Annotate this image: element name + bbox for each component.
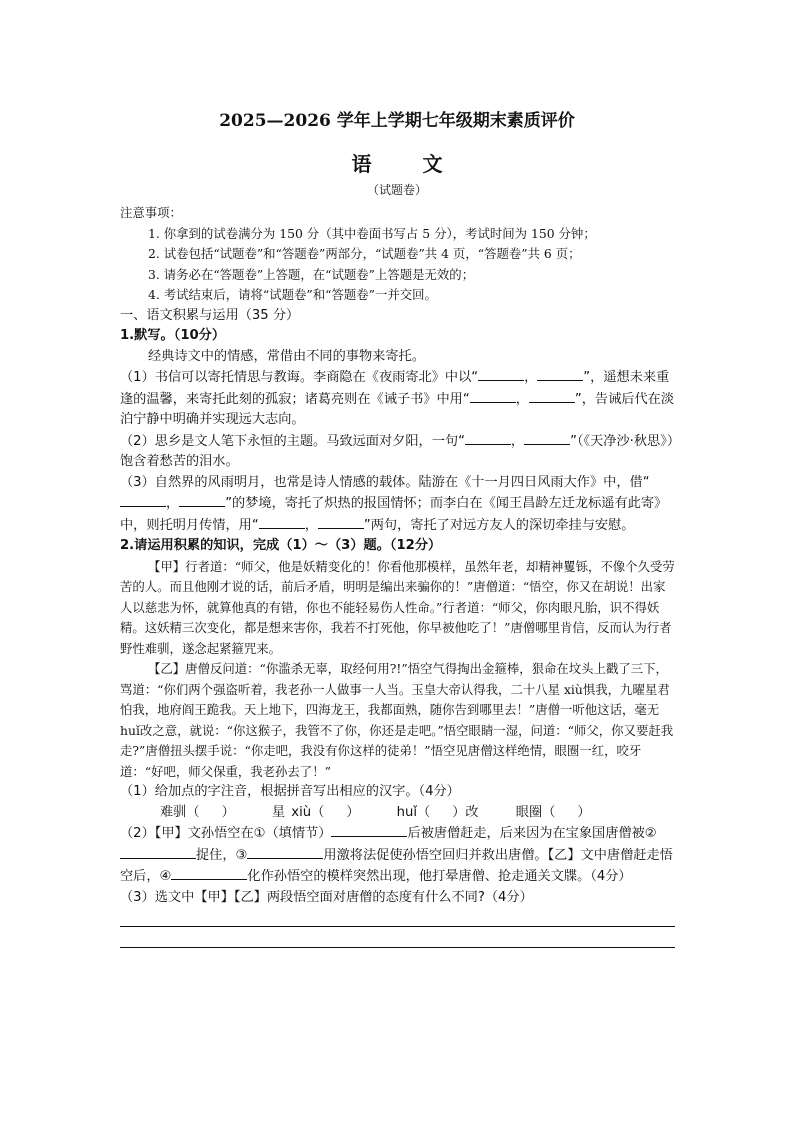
answer-blank[interactable]	[524, 431, 570, 445]
answer-blank[interactable]	[465, 431, 511, 445]
question-1-title: 1.默写。（10分）	[120, 328, 226, 343]
passage-yi: 【乙】唐僧反问道：“你滥杀无辜，取经何用?!”悟空气得掏出金箍棒，狠命在坟头上戳了三下，骂道：“你们两个强盗听着，我老孙一人做事一人当。玉皇大帝认得我，二十八星 xiù惧我，九曜星君怕我，地府阎王跪我。天上地下，四海龙王，我都面熟，随你告到哪里去！”唐僧一听他这话，毫无 huǐ改之意，就说：“你这猴子，我管不了你，你还是走吧。”悟空眼睛一湿，问道：“师父，你又要赶我走?”唐僧扭头摆手说：“你走吧，我没有你这样的徒弟！”悟空见唐僧这样绝情，眼圈一红，咬牙道：“好吧，师父保重，我老孙去了！”	[120, 661, 674, 779]
answer-blank[interactable]	[537, 367, 583, 381]
note-item-1: 1. 你拿到的试卷满分为 150 分（其中卷面书写占 5 分），考试时间为 150 分钟；	[148, 225, 596, 241]
section-heading: 一、语文积累与运用（35 分）	[120, 307, 300, 323]
note-item-2: 2. 试卷包括“试题卷”和“答题卷”两部分，“试题卷”共 4 页，“答题卷”共 6 页；	[148, 246, 581, 261]
pinyin-row: 难驯（ ） 星 xiù（ ） huǐ（ ）改 眼圈（ ）	[160, 804, 591, 820]
question-2-sub-3: （3）选文中【甲】【乙】两段悟空面对唐僧的态度有什么不同?（4分）	[120, 889, 533, 905]
answer-blank[interactable]	[247, 845, 323, 859]
answer-blank[interactable]	[529, 389, 575, 403]
notes-heading: 注意事项：	[120, 205, 182, 220]
note-item-3: 3. 请务必在“答题卷”上答题，在“试题卷”上答题是无效的；	[148, 266, 475, 282]
answer-blank[interactable]	[120, 493, 166, 507]
answer-blank[interactable]	[171, 866, 247, 880]
note-item-4: 4. 考试结束后，请将“试题卷”和“答题卷”一并交回。	[148, 287, 437, 302]
answer-blank[interactable]	[318, 515, 364, 529]
answer-blank[interactable]	[331, 823, 407, 837]
question-1-part-2: （2）思乡是文人笔下永恒的主题。马致远面对夕阳，一句“ ， ”（《天净沙·秋思》）饱含着愁苦的泪水。	[120, 431, 675, 473]
paper-type-label: （试题卷）	[366, 183, 427, 197]
question-1-part-1: （1）书信可以寄托情思与教诲。李商隐在《夜雨寄北》中以“ ， ”，遥想未来重逢的温馨，来寄托此刻的孤寂；诸葛亮则在《诫子书》中用“ ， ”，告诫后代在淡泊宁静中明确并实现远大志向。	[120, 367, 675, 431]
question-2-title: 2.请运用积累的知识，完成（1）～（3）题。（12分）	[120, 538, 442, 553]
exam-content	[120, 203, 675, 948]
answer-blank[interactable]	[179, 493, 225, 507]
answer-blank[interactable]	[478, 367, 524, 381]
question-1-intro: 经典诗文中的情感，常借由不同的事物来寄托。	[148, 348, 425, 364]
passage-jia: 【甲】行者道：“师父，他是妖精变化的！你看他那模样，虽然年老，却精神矍铄，不像个久受劳苦的人。而且他刚才说的话，前后矛盾，明明是编出来骗你的！”唐僧道：“悟空，你又在胡说！出家人以慈悲为怀，就算他真的有错，你也不能轻易伤人性命。”行者道：“师父，你肉眼凡胎，识不得妖精。这妖精三次变化，都是想来害你，我若不打死他，你早被他吃了！”唐僧哪里肯信，反而认为行者野性难驯，遂念起紧箍咒来。	[120, 558, 675, 656]
answer-line[interactable]	[120, 947, 675, 948]
subject-title: 语 文	[351, 152, 465, 176]
question-1-part-3: （3）自然界的风雨明月，也常是诗人情感的载体。陆游在《十一月四日风雨大作》中，借“， ”的梦境，寄托了炽热的报国情怀；而李白在《闻王昌龄左迁龙标遥有此寄》中，则托明月传情，用“ ， ”两句，寄托了对远方友人的深切牵挂与安慰。	[120, 474, 668, 533]
answer-blank[interactable]	[120, 845, 196, 859]
answer-blank[interactable]	[259, 515, 305, 529]
answer-blank[interactable]	[470, 389, 516, 403]
exam-title: 2025—2026 学年上学期七年级期末素质评价	[219, 111, 575, 131]
question-2-sub-2: （2）【甲】文孙悟空在①（填情节） 后被唐僧赶走，后来因为在宝象国唐僧被②捉住，③ 用激将法促使孙悟空回归并救出唐僧。【乙】文中唐僧赶走悟空后，④ 化作孙悟空的模样突然出现，他打晕唐僧、抢走通关文牒。（4分）	[120, 823, 675, 888]
question-2-sub-1: （1）给加点的字注音，根据拼音写出相应的汉字。（4分）	[120, 784, 460, 799]
